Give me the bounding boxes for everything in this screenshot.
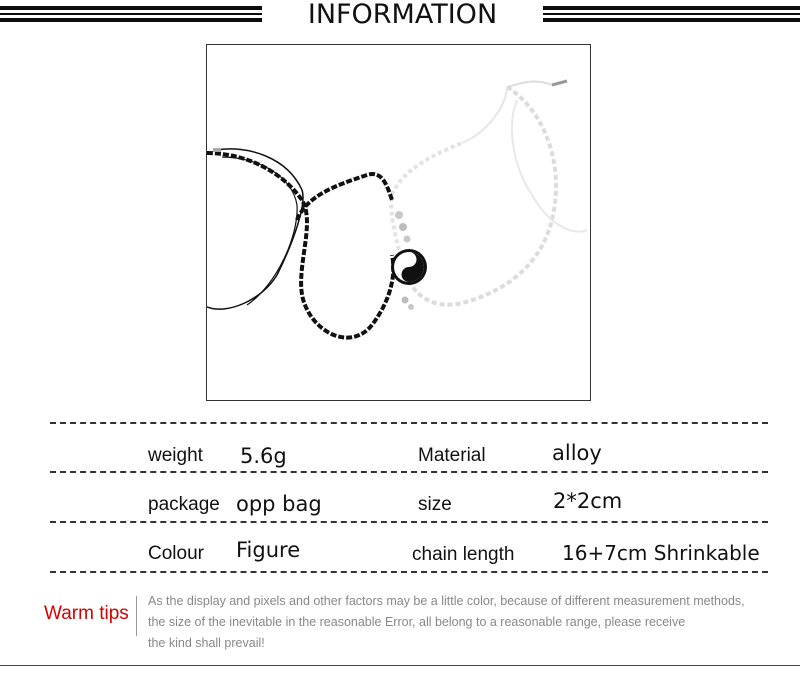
- spec-label-material: Material: [418, 445, 486, 466]
- bottom-divider: [0, 665, 800, 666]
- table-divider: [50, 422, 768, 424]
- spec-value-package: opp bag: [236, 492, 322, 516]
- spec-value-chain-length: 16+7cm Shrinkable: [562, 541, 760, 565]
- spec-label-size: size: [418, 494, 452, 515]
- spec-label-package: package: [148, 494, 220, 515]
- tips-line: As the display and pixels and other factors may be a little color, because of different measurement methods,: [148, 594, 745, 608]
- spec-value-weight: 5.6g: [240, 444, 287, 468]
- spec-label-weight: weight: [148, 445, 203, 466]
- spec-value-colour: Figure: [236, 538, 301, 562]
- table-divider: [50, 471, 768, 473]
- table-divider: [50, 521, 768, 523]
- table-divider: [50, 571, 768, 573]
- warm-tips-label: Warm tips: [44, 603, 129, 624]
- product-image: [206, 44, 591, 401]
- header-bars-right: [543, 6, 800, 22]
- spec-label-colour: Colour: [148, 543, 204, 564]
- header-bars-left: [0, 6, 262, 22]
- tips-separator: [136, 596, 137, 636]
- spec-label-chain-length: chain length: [412, 544, 515, 565]
- page-title: INFORMATION: [307, 0, 498, 30]
- spec-value-material: alloy: [552, 441, 602, 465]
- bracelet-illustration: [207, 45, 591, 401]
- tips-line: the size of the inevitable in the reasonable Error, all belong to a reasonable range, please receive: [148, 615, 686, 629]
- tips-line: the kind shall prevail!: [148, 636, 265, 650]
- spec-value-size: 2*2cm: [553, 489, 623, 513]
